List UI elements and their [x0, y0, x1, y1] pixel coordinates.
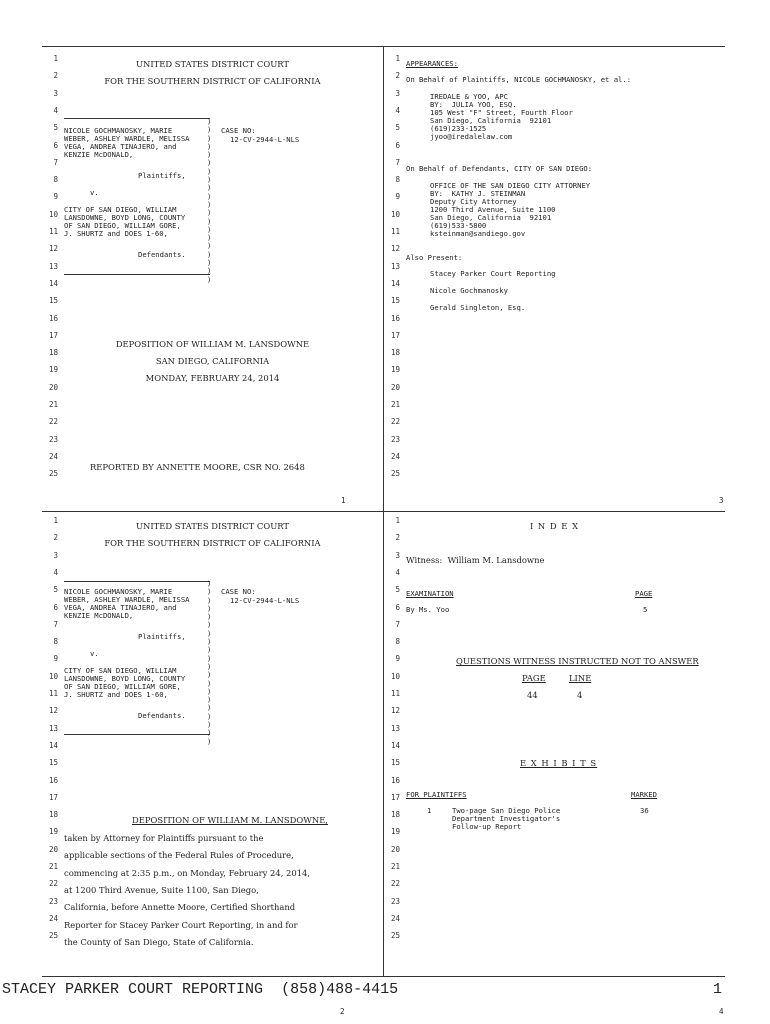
line-number: 2 — [53, 533, 58, 543]
line-number: 10 — [390, 209, 400, 219]
line-number: 6 — [395, 602, 400, 612]
line-number: 10 — [48, 671, 58, 681]
line-number: 7 — [53, 157, 58, 167]
line-number: 2 — [53, 71, 58, 81]
line-number: 11 — [390, 689, 400, 698]
questions-page: 44 — [527, 690, 538, 700]
caption-bottom-line — [64, 274, 210, 275]
line-number: 2 — [395, 71, 400, 81]
defendants-label: Defendants. — [138, 711, 186, 720]
line-number: 20 — [390, 844, 400, 854]
line-number: 9 — [395, 654, 400, 664]
preamble-line: commencing at 2:35 p.m., on Monday, February 24, 2014, — [64, 867, 311, 878]
line-number: 9 — [53, 192, 58, 202]
questions-page-label: PAGE — [522, 673, 546, 683]
line-number: 7 — [395, 619, 400, 629]
defendants-label: Defendants. — [138, 250, 186, 259]
line-number: 24 — [48, 913, 58, 923]
line-number: 22 — [48, 417, 58, 427]
appearances-heading: APPEARANCES: — [406, 59, 458, 68]
line-number: 5 — [53, 123, 58, 133]
preamble-line: at 1200 Third Avenue, Suite 1100, San Diego, — [64, 884, 259, 895]
case-number: 12-CV-2944-L-NLS — [230, 596, 300, 605]
line-number: 15 — [48, 758, 58, 768]
caption-bracket: ) ) ) ) ) ) ) ) ) ) ) ) ) ) ) ) ) ) ) ) — [207, 117, 212, 284]
line-number: 11 — [390, 227, 400, 236]
line-number: 8 — [53, 175, 58, 185]
caption-plaintiffs: NICOLE GOCHMANOSKY, MARIE WEBER, ASHLEY WARDLE, MELISSA VEGA, ANDREA TINAJERO, and KENZIE McDONALD, — [64, 126, 190, 159]
line-number: 1 — [53, 516, 58, 525]
case-number: 12-CV-2944-L-NLS — [230, 135, 300, 144]
line-number: 8 — [53, 637, 58, 647]
preamble-line: the County of San Diego, State of California. — [64, 936, 254, 947]
line-number: 16 — [48, 313, 58, 323]
line-number: 4 — [53, 567, 58, 577]
line-number: 21 — [390, 862, 400, 871]
caption-top-line — [64, 118, 210, 119]
case-no-label: CASE NO: — [221, 587, 256, 596]
line-number: 15 — [390, 296, 400, 306]
exhibit-marked-page: 36 — [640, 806, 649, 815]
line-number: 7 — [395, 157, 400, 167]
line-number: 21 — [48, 862, 58, 871]
line-number: 19 — [48, 827, 58, 837]
line-number: 5 — [395, 123, 400, 133]
line-number: 23 — [48, 896, 58, 906]
line-number: 13 — [390, 261, 400, 271]
transcript-footer — [0, 981, 770, 1001]
reporter-line: REPORTED BY ANNETTE MOORE, CSR NO. 2648 — [90, 462, 305, 472]
page-number: 3 — [719, 496, 724, 505]
preamble-line: taken by Attorney for Plaintiffs pursuant to the — [64, 833, 264, 843]
exhibit-number: 1 — [427, 806, 432, 815]
line-number: 11 — [48, 689, 58, 698]
line-number: 8 — [395, 637, 400, 647]
line-number: 3 — [395, 550, 400, 560]
court-district: FOR THE SOUTHERN DISTRICT OF CALIFORNIA — [104, 538, 321, 548]
line-number: 6 — [395, 140, 400, 150]
line-number: 13 — [48, 723, 58, 733]
line-number: 5 — [395, 585, 400, 595]
line-number: 12 — [390, 244, 400, 254]
line-number: 23 — [48, 434, 58, 444]
line-number: 7 — [53, 619, 58, 629]
line-number: 15 — [48, 296, 58, 306]
line-number: 12 — [48, 706, 58, 716]
line-number: 17 — [390, 330, 400, 340]
line-number: 22 — [390, 417, 400, 427]
questions-line: 4 — [577, 690, 583, 700]
line-number: 25 — [390, 469, 400, 479]
line-number: 1 — [53, 54, 58, 63]
transcript-page-3 — [384, 46, 725, 511]
line-number: 25 — [48, 931, 58, 941]
caption-defendants: CITY OF SAN DIEGO, WILLIAM LANSDOWNE, BOYD LONG, COUNTY OF SAN DIEGO, WILLIAM GORE, J. SHURTZ and DOES 1-60, — [64, 666, 186, 699]
plaintiffs-label: Plaintiffs, — [138, 632, 186, 641]
line-number: 16 — [390, 775, 400, 785]
line-number: 9 — [395, 192, 400, 202]
line-number: 9 — [53, 654, 58, 664]
line-number: 19 — [390, 827, 400, 837]
caption-top-line — [64, 581, 210, 582]
plaintiffs-label: Plaintiffs, — [138, 171, 186, 180]
line-number: 18 — [390, 348, 400, 358]
preamble-line: applicable sections of the Federal Rules of Procedure, — [64, 850, 294, 861]
questions-line-label: LINE — [569, 673, 592, 683]
line-number: 13 — [390, 723, 400, 733]
line-number: 12 — [390, 706, 400, 716]
line-number: 16 — [48, 775, 58, 785]
page-number: 2 — [340, 1007, 345, 1016]
line-number: 21 — [390, 400, 400, 409]
line-number: 3 — [53, 550, 58, 560]
court-name: UNITED STATES DISTRICT COURT — [135, 521, 290, 531]
line-number: 4 — [395, 105, 400, 115]
line-number: 22 — [48, 879, 58, 889]
line-number: 19 — [390, 365, 400, 375]
caption-bottom-line — [64, 734, 210, 735]
examination-page: 5 — [643, 605, 648, 614]
exhibit-description: Two-page San Diego Police Department Investigator's Follow-up Report — [452, 806, 561, 831]
line-number: 19 — [48, 365, 58, 375]
line-number: 18 — [48, 810, 58, 820]
line-number: 21 — [48, 400, 58, 409]
marked-label: MARKED — [631, 790, 657, 799]
line-number: 16 — [390, 313, 400, 323]
versus: v. — [90, 649, 99, 658]
present-person: Nicole Gochmanosky — [430, 286, 508, 295]
line-number: 23 — [390, 434, 400, 444]
caption-defendants: CITY OF SAN DIEGO, WILLIAM LANSDOWNE, BOYD LONG, COUNTY OF SAN DIEGO, WILLIAM GORE, J. SHURTZ and DOES 1-60, — [64, 205, 186, 238]
footer-phone: (858)488-4415 — [281, 981, 399, 998]
case-no-label: CASE NO: — [221, 126, 256, 135]
court-name: UNITED STATES DISTRICT COURT — [135, 59, 290, 69]
line-number: 11 — [48, 227, 58, 236]
line-number: 10 — [48, 209, 58, 219]
line-number: 14 — [390, 740, 400, 750]
line-number: 24 — [48, 451, 58, 461]
plaintiffs-counsel: IREDALE & YOO, APC BY: JULIA YOO, ESQ. 105 West "F" Street, Fourth Floor San Diego, California 92101 (619)233-1525 jyoo@iredalelaw.com — [430, 92, 573, 141]
line-number: 2 — [395, 533, 400, 543]
deposition-title: DEPOSITION OF WILLIAM M. LANSDOWNE, — [132, 815, 328, 825]
line-number: 24 — [390, 913, 400, 923]
caption-plaintiffs: NICOLE GOCHMANOSKY, MARIE WEBER, ASHLEY WARDLE, MELISSA VEGA, ANDREA TINAJERO, and KENZIE McDONALD, — [64, 587, 190, 620]
present-person: Stacey Parker Court Reporting — [430, 269, 556, 278]
line-number: 25 — [390, 931, 400, 941]
line-number: 1 — [395, 516, 400, 525]
line-number: 18 — [390, 810, 400, 820]
line-number: 1 — [395, 54, 400, 63]
also-present-heading: Also Present: — [406, 253, 463, 262]
versus: v. — [90, 188, 99, 197]
line-number: 22 — [390, 879, 400, 889]
line-number: 17 — [390, 792, 400, 802]
court-district: FOR THE SOUTHERN DISTRICT OF CALIFORNIA — [104, 76, 321, 86]
line-number: 20 — [48, 844, 58, 854]
line-number: 18 — [48, 348, 58, 358]
line-number: 6 — [53, 602, 58, 612]
line-number: 12 — [48, 244, 58, 254]
transcript-page-4 — [384, 512, 725, 1016]
line-number: 24 — [390, 451, 400, 461]
witness-line: Witness: William M. Lansdowne — [406, 555, 545, 565]
line-number: 17 — [48, 792, 58, 802]
plaintiffs-heading: On Behalf of Plaintiffs, NICOLE GOCHMANOSKY, et al.: — [406, 75, 632, 84]
line-number: 14 — [390, 278, 400, 288]
line-number: 15 — [390, 758, 400, 768]
line-number: 8 — [395, 175, 400, 185]
exhibits-title: E X H I B I T S — [520, 758, 598, 768]
line-number: 10 — [390, 671, 400, 681]
deposition-location: SAN DIEGO, CALIFORNIA — [155, 356, 270, 366]
caption-bracket: ) ) ) ) ) ) ) ) ) ) ) ) ) ) ) ) ) ) ) ) — [207, 579, 212, 746]
line-number: 13 — [48, 261, 58, 271]
line-number: 23 — [390, 896, 400, 906]
preamble-line: Reporter for Stacey Parker Court Reporting, in and for — [64, 919, 298, 930]
line-number: 3 — [395, 88, 400, 98]
line-number: 14 — [48, 740, 58, 750]
line-number: 4 — [395, 567, 400, 577]
index-title: I N D E X — [529, 521, 580, 531]
line-number: 5 — [53, 585, 58, 595]
line-number: 14 — [48, 278, 58, 288]
page-number: 4 — [719, 1007, 724, 1016]
for-plaintiffs-label: FOR PLAINTIFFS — [406, 790, 467, 799]
line-number: 3 — [53, 88, 58, 98]
defendants-counsel: OFFICE OF THE SAN DIEGO CITY ATTORNEY BY: KATHY J. STEINMAN Deputy City Attorney 1200 Third Avenue, Suite 1100 San Diego, California 92101 (619)533-5800 ksteinman@sandiego.gov — [430, 181, 591, 238]
present-person: Gerald Singleton, Esq. — [430, 303, 526, 312]
questions-heading: QUESTIONS WITNESS INSTRUCTED NOT TO ANSWER — [456, 656, 699, 666]
examination-by: By Ms. Yoo — [406, 605, 450, 614]
line-number: 17 — [48, 330, 58, 340]
line-number: 20 — [48, 382, 58, 392]
transcript-page-1 — [42, 46, 383, 511]
line-number: 20 — [390, 382, 400, 392]
deposition-title: DEPOSITION OF WILLIAM M. LANSDOWNE — [115, 339, 310, 349]
line-number: 6 — [53, 140, 58, 150]
page-number: 1 — [341, 496, 346, 505]
defendants-heading: On Behalf of Defendants, CITY OF SAN DIEGO: — [406, 164, 593, 173]
preamble-line: California, before Annette Moore, Certified Shorthand — [64, 902, 296, 913]
footer-company: STACEY PARKER COURT REPORTING (858)488-4415 — [2, 981, 399, 998]
page-label: PAGE — [635, 589, 653, 598]
footer-sheet-number: 1 — [713, 981, 723, 998]
line-number: 25 — [48, 469, 58, 479]
line-number: 4 — [53, 105, 58, 115]
examination-label: EXAMINATION — [406, 589, 454, 598]
deposition-date: MONDAY, FEBRUARY 24, 2014 — [145, 373, 280, 383]
